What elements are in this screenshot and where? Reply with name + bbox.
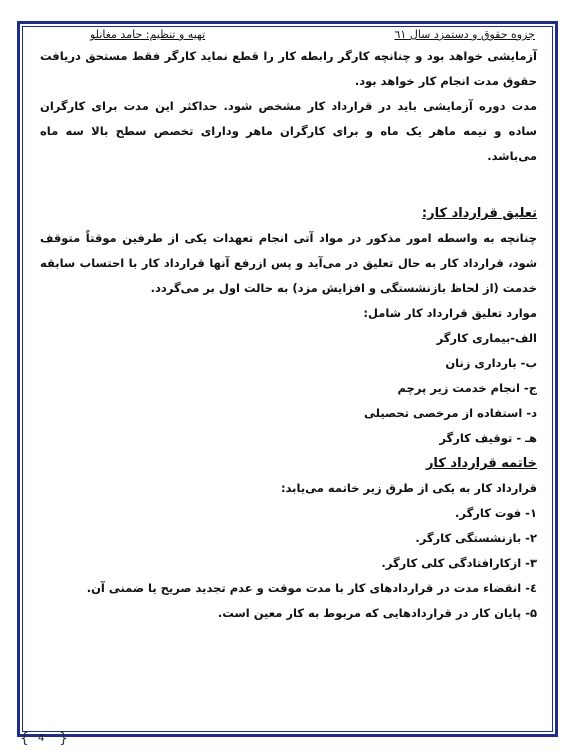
list-item: ۵- پایان کار در قراردادهایی که مربوط به کار معین است. [217,606,537,620]
document-body [40,44,537,626]
list-item: هـ - توقیف کارگر [439,431,537,445]
bracket-left-icon: { [20,731,29,747]
header-author: تهیه و تنظیم: حامد مغانلو [90,28,206,41]
list-item: ج- انجام خدمت زیر پرچم [397,381,537,395]
section-heading: تعلیق قرارداد کار: [421,206,537,221]
list-intro: موارد تعلیق قرارداد کار شامل: [363,306,537,320]
list-item: ۲- بازنشستگی کارگر. [415,531,537,545]
paragraph: چنانچه به واسطه امور مذکور در مواد آتی انجام تعهدات یکی از طرفین موقتاً متوقف شود، قرارداد کار به حال تعلیق در می‌آید و پس ازرفع آنها قرارداد کار با احتساب سابقه خدمت (از لحاظ بازنشستگی و افزایش مزد) به حالت اول بر می‌گردد. [40,231,537,295]
page-number-box [20,733,68,745]
paragraph: مدت دوره آزمایشی باید در قرارداد کار مشخص شود. حداکثر این مدت برای کارگران ساده و نیمه ماهر یک ماه و برای کارگران ماهر ودارای تخصص سطح بالا سه ماه می‌باشد. [40,99,537,163]
list-item: ٤- انقضاء مدت در قراردادهای کار با مدت موقت و عدم تجدید صریح یا ضمنی آن. [86,581,537,595]
list-item: ۳- ازکارافتادگی کلی کارگر. [381,556,537,570]
page-number: 4 [38,733,45,744]
list-intro: قرارداد کار به یکی از طرق زیر خاتمه می‌یابد: [280,481,537,495]
list-item: ب- بارداری زنان [445,356,537,370]
list-item: الف-بیماری کارگر [436,331,537,345]
section-heading: خاتمه قرارداد کار [425,456,537,471]
paragraph: آزمایشی خواهد بود و چنانچه کارگر رابطه کار را قطع نماید کارگر فقط مستحق دریافت حقوق مدت انجام کار خواهد بود. [40,49,537,88]
spacer [40,169,537,201]
header-title: جزوه حقوق و دستمزد سال ٦١ [394,28,535,41]
bracket-right-icon: } [59,731,68,747]
list-item: د- استفاده از مرخصی تحصیلی [364,406,537,420]
list-item: ۱- فوت کارگر. [455,506,537,520]
